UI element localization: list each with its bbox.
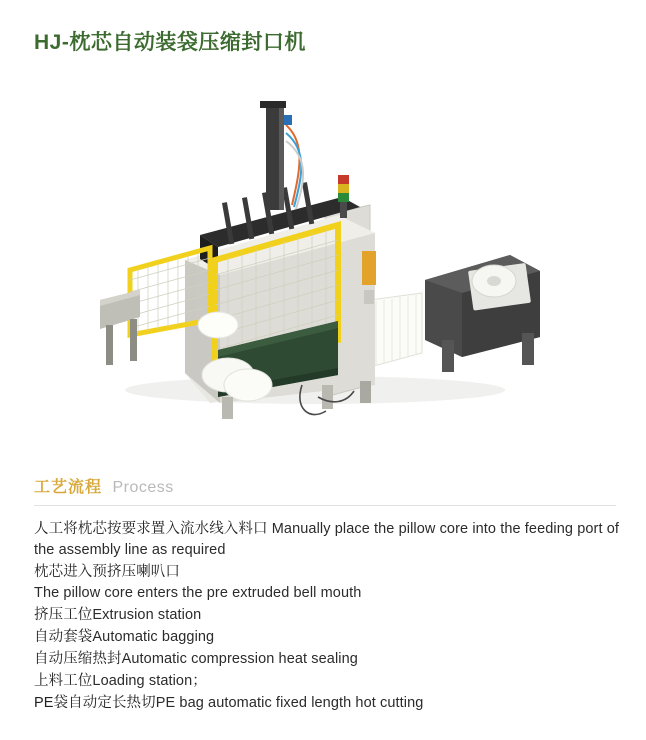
list-item bbox=[34, 519, 628, 561]
step-label-cn: 自动压缩热封 bbox=[34, 651, 122, 667]
list-item bbox=[34, 605, 628, 626]
step-label-cn: 自动套袋 bbox=[34, 629, 93, 645]
process-step-list bbox=[34, 519, 628, 715]
process-heading-cn: 工艺流程 bbox=[34, 479, 103, 496]
page-title: HJ-枕芯自动装袋压缩封口机 bbox=[34, 31, 306, 54]
side-control-box bbox=[362, 251, 376, 304]
step-label-en: Extrusion station bbox=[92, 607, 202, 623]
step-label-cn: PE袋自动定长热切 bbox=[34, 695, 156, 711]
step-label-en: Loading station； bbox=[92, 673, 207, 689]
step-label-en: Automatic compression heat sealing bbox=[121, 651, 358, 667]
step-label-en: Automatic bagging bbox=[92, 629, 215, 645]
list-item bbox=[34, 693, 628, 714]
process-heading bbox=[34, 474, 174, 497]
step-label-cn: 上料工位 bbox=[34, 673, 93, 689]
list-item bbox=[34, 562, 628, 604]
step-label-en: PE bag automatic fixed length hot cutting bbox=[155, 695, 424, 711]
step-label-en: Manually place the pillow core into the feeding port of the assembly line as required bbox=[34, 521, 620, 558]
step-label-cn: 挤压工位 bbox=[34, 607, 93, 623]
list-item bbox=[34, 649, 628, 670]
step-label-cn: 人工将枕芯按要求置入流水线入料口 bbox=[34, 521, 268, 537]
step-label-cn: 枕芯进入预挤压喇叭口 bbox=[34, 564, 180, 580]
section-divider bbox=[34, 505, 616, 506]
machine-photo bbox=[70, 85, 580, 425]
process-heading-en: Process bbox=[112, 479, 174, 496]
list-item bbox=[34, 671, 628, 692]
step-label-en: The pillow core enters the pre extruded bell mouth bbox=[34, 585, 362, 601]
list-item bbox=[34, 627, 628, 648]
